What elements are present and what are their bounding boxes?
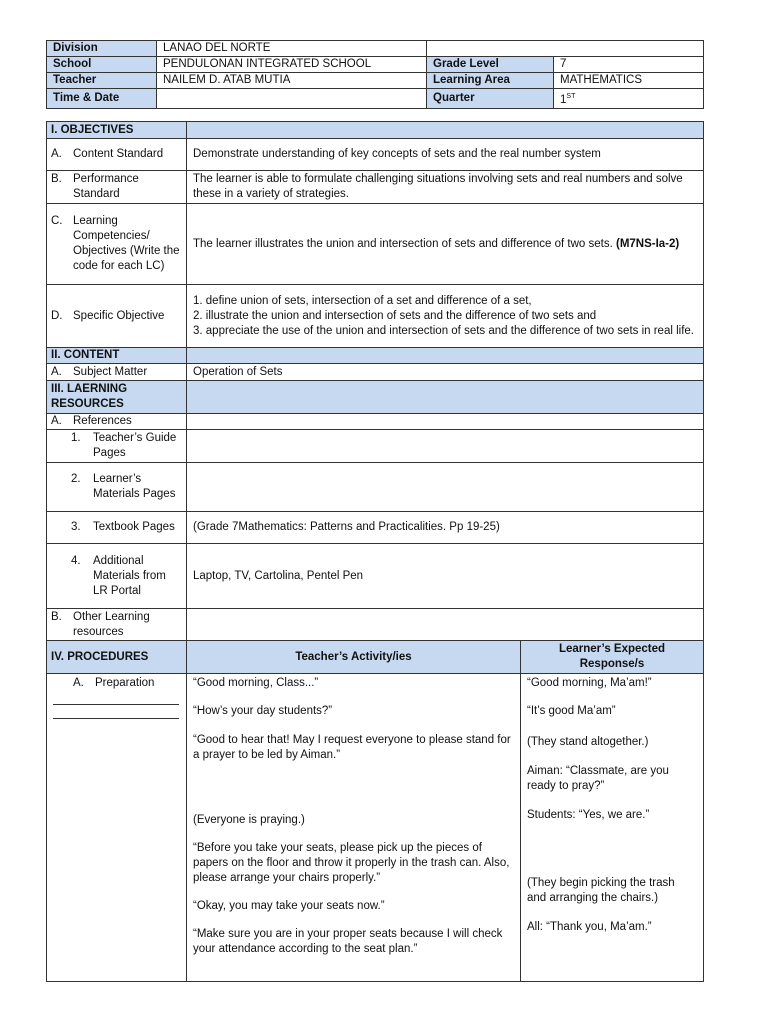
- additional-materials-text: Laptop, TV, Cartolina, Pentel Pen: [187, 544, 704, 609]
- learners-materials-blank: [187, 463, 704, 512]
- learners-materials-label: Learner’s Materials Pages: [93, 473, 176, 500]
- division-blank: [427, 41, 704, 57]
- quarter-number: 1: [560, 93, 567, 106]
- item-key: 2.: [71, 473, 81, 485]
- blank-line: [53, 691, 179, 705]
- specific-objective-label: Specific Objective: [73, 309, 165, 322]
- lesson-plan-table: [46, 121, 704, 982]
- references-label-cell: [47, 414, 187, 430]
- teacher-line: “Before you take your seats, please pick up the pieces of papers on the floor and throw it properly in the trash can. Also, please arrange your chairs properly.”: [193, 842, 510, 884]
- learner-line: Students: “Yes, we are.”: [527, 809, 650, 821]
- additional-materials-label: Additional Materials from LR Portal: [93, 554, 166, 597]
- preparation-label: Preparation: [95, 677, 155, 689]
- specific-objective-label-cell: [47, 285, 187, 348]
- item-key: 1.: [71, 432, 81, 444]
- references-blank: [187, 414, 704, 430]
- additional-materials-label-cell: [47, 544, 187, 609]
- performance-standard-label-cell: [47, 171, 187, 204]
- school-label: School: [47, 57, 157, 73]
- header-info-table: [46, 40, 704, 109]
- item-key: B.: [51, 610, 62, 623]
- textbook-label-cell: [47, 512, 187, 544]
- item-key: A.: [51, 365, 62, 378]
- competencies-label-cell: [47, 204, 187, 285]
- learner-line: (They begin picking the trash and arranging the chairs.): [527, 877, 675, 904]
- preparation-cell: [47, 674, 187, 982]
- item-key: A.: [51, 148, 62, 160]
- subject-matter-text: Operation of Sets: [187, 364, 704, 381]
- teacher-activity-header: Teacher’s Activity/ies: [187, 641, 521, 674]
- specific-objective-3: 3. appreciate the use of the union and intersection of sets and the difference of two sets in real life.: [193, 324, 694, 337]
- item-key: 3.: [71, 521, 81, 533]
- other-resources-blank: [187, 609, 704, 641]
- division-label: Division: [47, 41, 157, 57]
- teacher-line: “Okay, you may take your seats now.”: [193, 900, 385, 912]
- quarter-suffix: ST: [566, 93, 576, 100]
- teacher-line: “How’s your day students?”: [193, 705, 333, 717]
- time-value: [157, 89, 427, 109]
- teachers-guide-label: Teacher’s Guide Pages: [93, 432, 177, 459]
- specific-objective-1: 1. define union of sets, intersection of a set and difference of a set,: [193, 294, 532, 307]
- item-key: C.: [51, 215, 63, 227]
- teacher-line: “Make sure you are in your proper seats because I will check your attendance according to the seat plan.”: [193, 928, 503, 955]
- item-key: A.: [51, 415, 62, 427]
- teacher-activity-cell: [187, 674, 521, 982]
- learner-line: All: “Thank you, Ma’am.”: [527, 921, 652, 933]
- grade-value: 7: [554, 57, 704, 73]
- content-header: II. CONTENT: [47, 348, 187, 364]
- time-label: Time & Date: [47, 89, 157, 109]
- references-label: References: [73, 415, 132, 427]
- blank-line: [53, 705, 179, 719]
- resources-header-blank: [187, 381, 704, 414]
- item-key: B.: [51, 173, 62, 185]
- learner-response-header: Learner’s Expected Response/s: [521, 641, 704, 674]
- content-standard-label: Content Standard: [73, 148, 164, 160]
- area-value: MATHEMATICS: [554, 73, 704, 89]
- item-key: 4.: [71, 554, 81, 567]
- teachers-guide-label-cell: [47, 430, 187, 463]
- quarter-value: [554, 89, 704, 109]
- content-header-blank: [187, 348, 704, 364]
- school-value: PENDULONAN INTEGRATED SCHOOL: [157, 57, 427, 73]
- textbook-text: (Grade 7Mathematics: Patterns and Practicalities. Pp 19-25): [187, 512, 704, 544]
- teacher-label: Teacher: [47, 73, 157, 89]
- competencies-cell: [187, 204, 704, 285]
- grade-label: Grade Level: [427, 57, 554, 73]
- resources-header: III. LAERNING RESOURCES: [47, 381, 187, 414]
- learner-line: “It’s good Ma’am”: [527, 705, 616, 717]
- performance-standard-text: The learner is able to formulate challenging situations involving sets and real numbers and solve these in a variety of strategies.: [187, 171, 704, 204]
- learner-line: (They stand altogether.): [527, 736, 649, 748]
- teacher-line: (Everyone is praying.): [193, 814, 305, 826]
- subject-matter-label-cell: [47, 364, 187, 381]
- learner-response-cell: [521, 674, 704, 982]
- area-label: Learning Area: [427, 73, 554, 89]
- specific-objective-2: 2. illustrate the union and intersection of sets and the difference of two sets and: [193, 309, 597, 322]
- content-standard-label-cell: [47, 139, 187, 171]
- quarter-label: Quarter: [427, 89, 554, 109]
- learners-materials-label-cell: [47, 463, 187, 512]
- item-key: A.: [73, 677, 84, 689]
- teacher-line: “Good to hear that! May I request everyone to please stand for a prayer to be led by Aiman.”: [193, 734, 511, 761]
- learner-line: Aiman: “Classmate, are you ready to pray?”: [527, 765, 669, 792]
- teachers-guide-blank: [187, 430, 704, 463]
- learner-line: “Good morning, Ma’am!”: [527, 677, 652, 689]
- objectives-header: I. OBJECTIVES: [47, 122, 187, 139]
- other-resources-label-cell: [47, 609, 187, 641]
- division-value: LANAO DEL NORTE: [157, 41, 427, 57]
- procedures-header: IV. PROCEDURES: [47, 641, 187, 674]
- objectives-header-blank: [187, 122, 704, 139]
- subject-matter-label: Subject Matter: [73, 365, 148, 378]
- textbook-label: Textbook Pages: [93, 521, 175, 533]
- performance-standard-label: Performance Standard: [73, 173, 139, 200]
- other-resources-label: Other Learning resources: [73, 610, 150, 638]
- content-standard-text: Demonstrate understanding of key concepts of sets and the real number system: [187, 139, 704, 171]
- specific-objectives-cell: [187, 285, 704, 348]
- teacher-value: NAILEM D. ATAB MUTIA: [157, 73, 427, 89]
- competencies-label: Learning Competencies/ Objectives (Write the code for each LC): [73, 215, 180, 272]
- competencies-text: The learner illustrates the union and intersection of sets and difference of two sets.: [193, 237, 613, 250]
- teacher-line: “Good morning, Class...”: [193, 677, 319, 689]
- competency-code: (M7NS-Ia-2): [615, 237, 680, 250]
- item-key: D.: [51, 309, 63, 322]
